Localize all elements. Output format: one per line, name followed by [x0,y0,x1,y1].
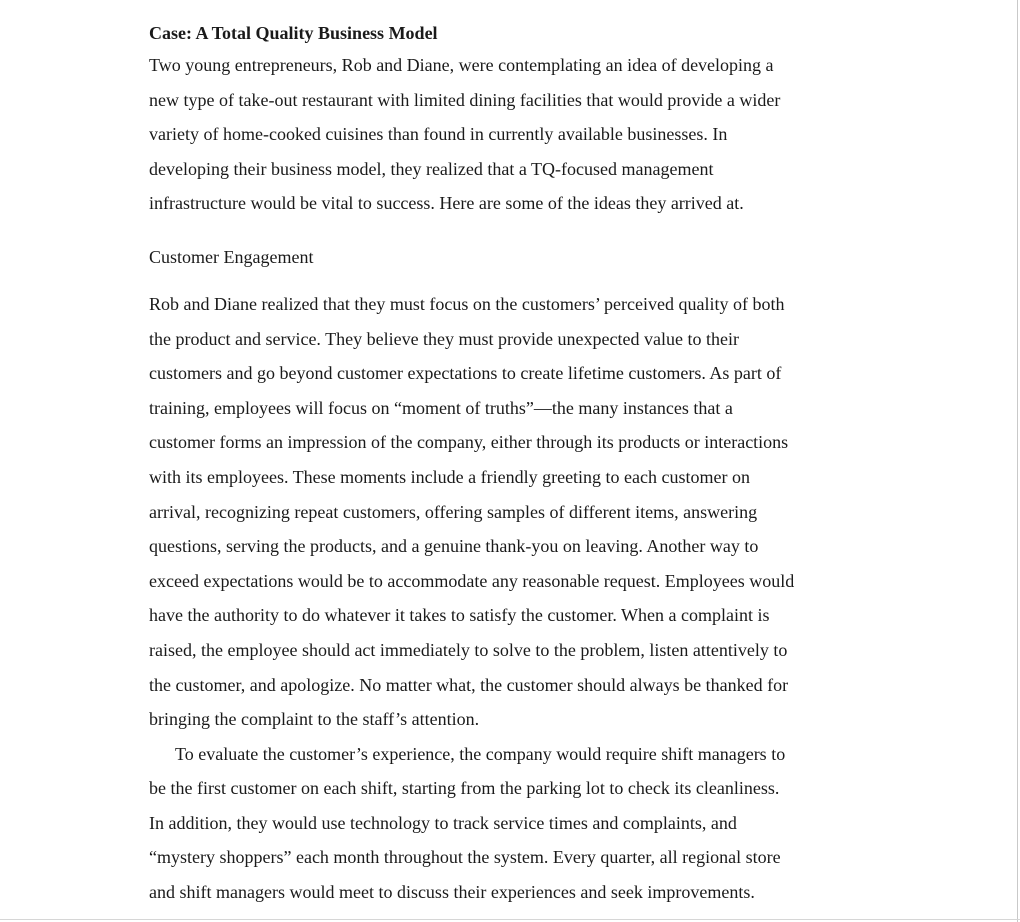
intro-line: Two young entrepreneurs, Rob and Diane, were contemplating an idea of developing a [149,55,774,75]
paragraph-line: be the first customer on each shift, starting from the parking lot to check its cleanliness. [149,778,780,799]
paragraph-line-indented: To evaluate the customer’s experience, the company would require shift managers to [175,743,786,764]
paragraph-line: training, employees will focus on “moment of truths”—the many instances that a [149,397,733,418]
intro-line: infrastructure would be vital to success. Here are some of the ideas they arrived at. [149,193,744,214]
paragraph-line: and shift managers would meet to discuss their experiences and seek improvements. [149,882,755,903]
paragraph-line: have the authority to do whatever it takes to satisfy the customer. When a complaint is [149,605,770,626]
page-edge-right [1017,0,1018,922]
paragraph-line: In addition, they would use technology to track service times and complaints, and [149,812,737,833]
paragraph-line: questions, serving the products, and a genuine thank-you on leaving. Another way to [149,536,759,557]
paragraph-customer-focus [149,287,884,737]
page-edge-bottom [0,919,1020,920]
case-title: Case: A Total Quality Business Model [149,23,438,43]
paragraph-line: the customer, and apologize. No matter what, the customer should always be thanked for [149,674,789,695]
document-body [149,18,884,910]
intro-line: new type of take-out restaurant with limited dining facilities that would provide a wider [149,89,781,110]
intro-line: developing their business model, they realized that a TQ-focused management [149,158,714,179]
paragraph-line: raised, the employee should act immediately to solve to the problem, listen attentively to [149,639,788,660]
paragraph-line: “mystery shoppers” each month throughout the system. Every quarter, all regional store [149,847,781,868]
paragraph-line: with its employees. These moments include a friendly greeting to each customer on [149,466,751,487]
paragraph-customer-evaluation [149,737,884,910]
intro-paragraph [149,48,884,221]
paragraph-line: arrival, recognizing repeat customers, offering samples of different items, answering [149,501,758,522]
section-heading-customer-engagement: Customer Engagement [149,246,314,267]
paragraph-line: Rob and Diane realized that they must focus on the customers’ perceived quality of both [149,293,785,314]
paragraph-line: customers and go beyond customer expectations to create lifetime customers. As part of [149,363,782,384]
paragraph-line: exceed expectations would be to accommodate any reasonable request. Employees would [149,570,795,591]
intro-line: variety of home-cooked cuisines than found in currently available businesses. In [149,124,728,145]
paragraph-line: the product and service. They believe they must provide unexpected value to their [149,328,739,349]
paragraph-line: bringing the complaint to the staff’s attention. [149,709,480,730]
paragraph-line: customer forms an impression of the company, either through its products or interactions [149,432,789,453]
